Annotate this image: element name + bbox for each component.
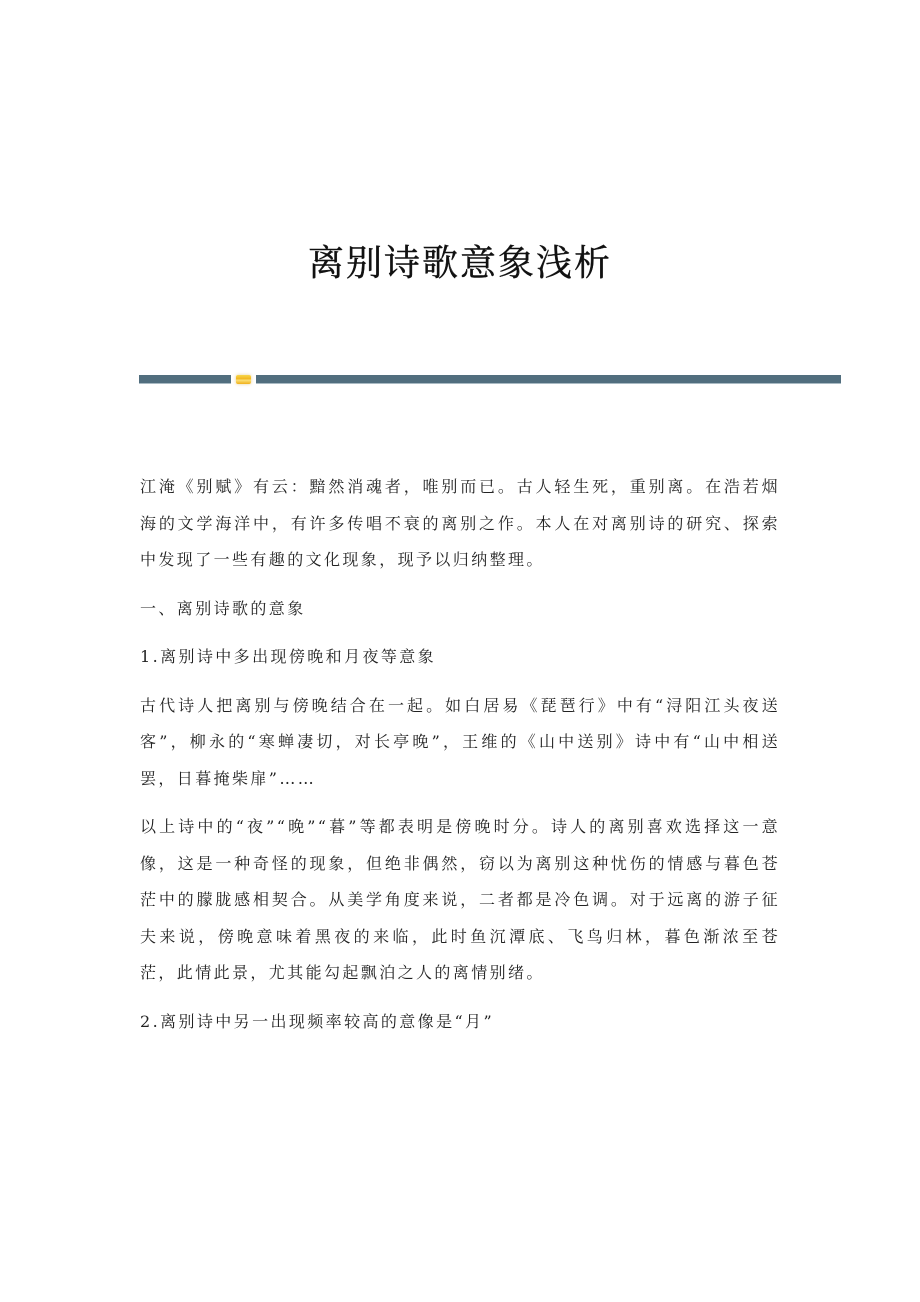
title-divider (139, 375, 841, 385)
subsection-heading-1: 1.离别诗中多出现傍晚和月夜等意象 (140, 647, 437, 666)
section-heading-1: 一、离别诗歌的意象 (140, 598, 306, 618)
document-body (140, 469, 780, 1040)
body-paragraph-analysis: 以上诗中的“夜”“晚”“暮”等都表明是傍晚时分。诗人的离别喜欢选择这一意像，这是一种奇怪的现象，但绝非偶然，窃以为离别这种忧伤的情感与暮色苍茫中的朦胧感相契合。从美学角度来说，二者都是冷色调。对于远离的游子征夫来说，傍晚意味着黑夜的来临，此时鱼沉潭底、飞鸟归林，暮色渐浓至苍茫，此情此景，尤其能勾起飘泊之人的离情别绪。 (140, 817, 780, 982)
gold-gem-ornament-icon (236, 375, 251, 384)
divider-bar-right (256, 375, 841, 384)
document-title: 离别诗歌意象浅析 (307, 243, 612, 285)
body-paragraph-examples: 古代诗人把离别与傍晚结合在一起。如白居易《琵琶行》中有“浔阳江头夜送客”，柳永的“寒蝉凄切，对长亭晚”，王维的《山中送别》诗中有“山中相送罢，日暮掩柴扉”…… (140, 695, 780, 788)
intro-paragraph: 江淹《别赋》有云：黯然消魂者，唯别而已。古人轻生死，重别离。在浩若烟海的文学海洋中，有许多传唱不衰的离别之作。本人在对离别诗的研究、探索中发现了一些有趣的文化现象，现予以归纳整理。 (140, 477, 780, 569)
subsection-heading-2: 2.离别诗中另一出现频率较高的意像是“月” (140, 1011, 495, 1031)
divider-bar-left (139, 375, 231, 384)
